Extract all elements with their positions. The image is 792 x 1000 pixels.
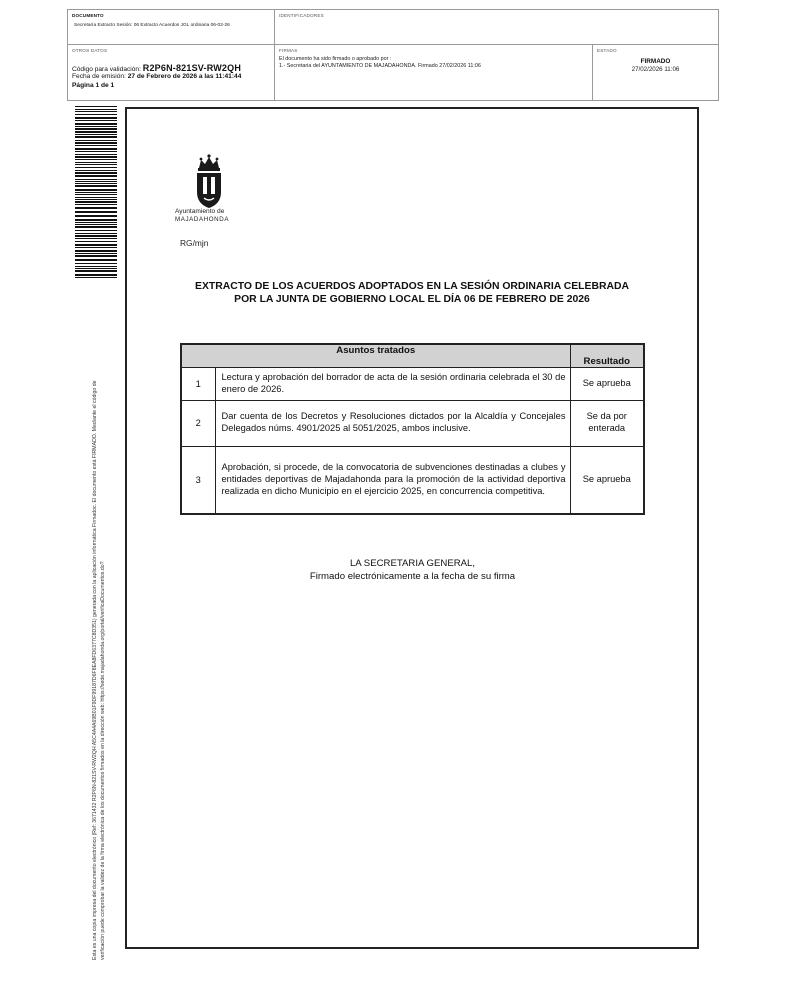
identificadores-cell — [275, 10, 718, 45]
title-line-1: EXTRACTO DE LOS ACUERDOS ADOPTADOS EN LA SESIÓN ORDINARIA CELEBRADA — [195, 281, 629, 292]
row-description: Aprobación, si procede, de la convocatoria de subvenciones destinadas a clubes y entidades deportivas de Majadahonda para la promoción de la actividad deportiva realizada en dicho Municipio en el ejercicio 2025, en concurrencia competitiva. — [215, 446, 570, 514]
verification-side-text — [92, 300, 107, 960]
firmas-cell — [275, 45, 593, 100]
firmas-intro: El documento ha sido firmado o aprobado por : — [279, 56, 392, 62]
table-row — [181, 367, 644, 400]
document-page-frame — [125, 107, 699, 949]
estado-date: 27/02/2026 11:06 — [631, 66, 680, 73]
codigo-value[interactable]: R2P6N-821SV-RW2QH — [142, 63, 242, 73]
logo-text-ayuntamiento: Ayuntamiento de — [175, 208, 225, 215]
reference-initials: RG/mjn — [180, 238, 209, 248]
documento-value: Secretaría Extracto Sesión: 06 Extracto Acuerdos JGL ordinaria 06-02-26 — [74, 23, 230, 28]
title-line-2: POR LA JUNTA DE GOBIERNO LOCAL EL DÍA 06 DE FEBRERO DE 2026 — [234, 294, 590, 305]
row-number: 3 — [181, 446, 215, 514]
barcode — [75, 106, 117, 278]
table-row — [181, 400, 644, 446]
table-header-row — [181, 344, 644, 367]
otros-datos-label: OTROS DATOS — [72, 48, 108, 53]
fecha-emision — [72, 73, 241, 80]
fecha-value: 27 de Febrero de 2026 a las 11:41:44 — [127, 73, 242, 80]
codigo-label: Código para validación: — [72, 66, 141, 73]
estado-cell — [593, 45, 718, 100]
row-number: 2 — [181, 400, 215, 446]
header-resultado: Resultado — [570, 344, 644, 367]
document-header — [67, 9, 719, 101]
side-text-line-2: verificación puede comprobar la validez de la firma electrónica de los documentos firmados en la dirección web: https://sede.majadahonda.org/portal/verificaDocumentos.do? — [99, 561, 106, 960]
signature-title: LA SECRETARIA GENERAL, — [349, 558, 476, 569]
fecha-label: Fecha de emisión: — [72, 73, 126, 80]
signature-block — [180, 557, 645, 584]
row-description: Lectura y aprobación del borrador de acta de la sesión ordinaria celebrada el 30 de enero de 2026. — [215, 367, 570, 400]
document-title — [180, 280, 644, 306]
row-number: 1 — [181, 367, 215, 400]
row-result: Se aprueba — [570, 446, 644, 514]
estado-label: ESTADO — [597, 48, 617, 53]
row-result: Se da por enterada — [570, 400, 644, 446]
logo-text-majadahonda: MAJADAHONDA — [175, 216, 230, 223]
codigo-validacion — [72, 63, 241, 73]
documento-label: DOCUMENTO — [72, 13, 104, 18]
otros-datos-cell — [68, 45, 275, 100]
firmas-label: FIRMAS — [279, 48, 298, 53]
pagina-indicator: Página 1 de 1 — [72, 82, 115, 89]
identificadores-label: IDENTIFICADORES — [279, 13, 324, 18]
table-row — [181, 446, 644, 514]
row-result: Se aprueba — [570, 367, 644, 400]
row-description: Dar cuenta de los Decretos y Resoluciones dictados por la Alcaldía y Concejales Delegados núms. 4901/2025 al 5051/2025, ambos inclusive. — [215, 400, 570, 446]
acuerdos-table — [180, 343, 645, 515]
signature-note: Firmado electrónicamente a la fecha de su firma — [309, 571, 516, 583]
estado-value: FIRMADO — [640, 58, 671, 65]
side-text-line-1: Esta es una copia impresa del documento electrónico (Ref: 3671432 R2P6N-821SV-RW2QH A5C4A4A69B01F9DF99187D6F8EA8FD6377C8D351) generada con la aplicación informática Firmadoc. El documento está FIRMADO. Mediante el código de — [92, 380, 98, 960]
firmas-item: 1.- Secretaria del AYUNTAMIENTO DE MAJADAHONDA. Firmado 27/02/2026 11:06 — [279, 63, 481, 69]
documento-cell — [68, 10, 275, 45]
header-asuntos-tratados: Asuntos tratados — [181, 344, 570, 367]
